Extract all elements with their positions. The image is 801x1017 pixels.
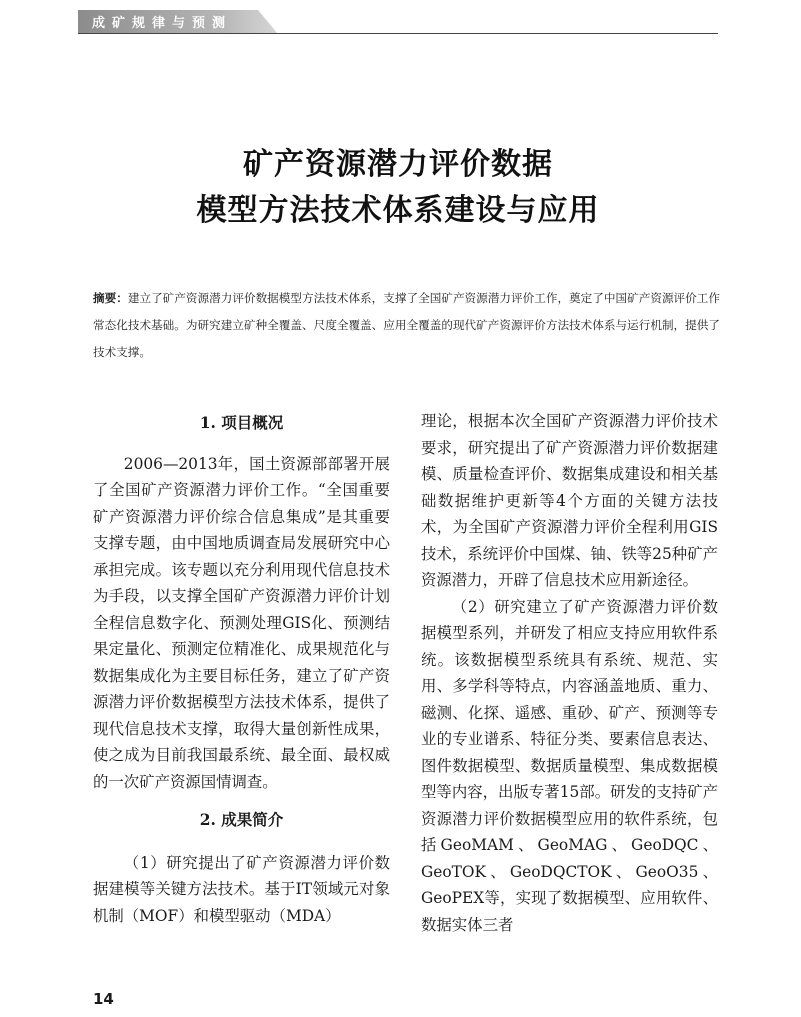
abstract xyxy=(93,285,720,366)
article-title xyxy=(78,142,718,234)
section-heading-results: 2. 成果简介 xyxy=(199,810,284,829)
header-divider xyxy=(78,33,718,34)
title-line-1: 矿产资源潜力评价数据 xyxy=(243,147,553,182)
paragraph-result-1-continued: 理论，根据本次全国矿产资源潜力评价技术要求，研究提出了矿产资源潜力评价数据建模、质量检查评价、数据集成建设和相关基础数据维护更新等4个方面的关键方法技术，为全国矿产资源潜力评价全程利用GIS技术，系统评价中国煤、铀、铁等25种矿产资源潜力，开辟了信息技术应用新途径。 xyxy=(421,412,718,589)
title-line-2: 模型方法技术体系建设与应用 xyxy=(196,193,600,228)
left-column xyxy=(93,408,390,929)
paragraph-result-2: （2）研究建立了矿产资源潜力评价数据模型系列，并研发了相应支持应用软件系统。该数据模型系统具有系统、规范、实用、多学科等特点，内容涵盖地质、重力、磁测、化探、遥感、重砂、矿产、预测等专业的专业谱系、特征分类、要素信息表达、图件数据模型、数据质量模型、集成数据模型等内容，出版专著15部。研发的支持矿产资源潜力评价数据模型应用的软件系统，包括GeoMAM、GeoMAG、GeoDQC、GeoTOK、GeoDQCTOK、GeoO35、GeoPEX等，实现了数据模型、应用软件、数据实体三者 xyxy=(421,597,718,934)
section-header: 成矿规律与预测 xyxy=(92,16,233,31)
paragraph-result-1: （1）研究提出了矿产资源潜力评价数据建模等关键方法技术。基于IT领域元对象机制（MOF）和模型驱动（MDA） xyxy=(93,853,390,925)
abstract-text: 建立了矿产资源潜力评价数据模型方法技术体系，支撑了全国矿产资源潜力评价工作，奠定了中国矿产资源评价工作常态化技术基础。为研究建立矿种全覆盖、尺度全覆盖、应用全覆盖的现代矿产资源评价方法技术体系与运行机制，提供了技术支撑。 xyxy=(93,291,720,359)
paragraph-overview: 2006—2013年，国土资源部部署开展了全国矿产资源潜力评价工作。“全国重要矿产资源潜力评价综合信息集成”是其重要支撑专题，由中国地质调查局发展研究中心承担完成。该专题以充分利用现代信息技术为手段，以支撑全国矿产资源潜力评价计划全程信息数字化、预测处理GIS化、预测结果定量化、预测定位精准化、成果规范化与数据集成化为主要目标任务，建立了矿产资源潜力评价数据模型方法技术体系，提供了现代信息技术支撑，取得大量创新性成果，使之成为目前我国最系统、最全面、最权威的一次矿产资源国情调查。 xyxy=(93,454,390,791)
abstract-label: 摘要： xyxy=(93,291,128,305)
right-column xyxy=(421,408,718,938)
section-heading-overview: 1. 项目概况 xyxy=(199,413,284,432)
page-number: 14 xyxy=(93,990,114,1008)
